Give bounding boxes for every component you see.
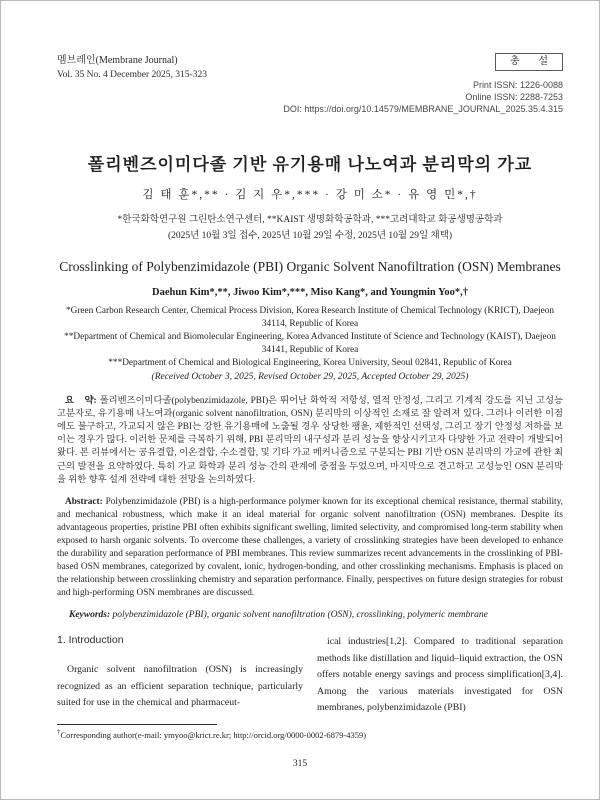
affiliation-korea-university: ***Department of Chemical and Biological Engineering, Korea University, Seoul 02841, Republic of Korea <box>108 357 512 368</box>
left-column-paragraph: Organic solvent nanofiltration (OSN) is increasingly recognized as an efficient separation technique, particularly suited for use in the chemical and pharmaceut- <box>57 664 303 708</box>
body-columns <box>57 634 563 717</box>
journal-header <box>57 53 563 114</box>
affiliation-kaist: **Department of Chemical and Biomolecular Engineering, Korea Advanced Institute of Science and Technology (KAIST), Daejeon 34141, Republic of Korea <box>64 331 556 355</box>
english-abstract <box>57 496 563 600</box>
keywords-label: Keywords: <box>69 610 111 620</box>
korean-abstract <box>57 395 563 487</box>
korean-affiliations: *한국화학연구원 그린탄소연구센터, **KAIST 생명화학공학과, ***고려대학교 화공생명공학과 <box>117 215 503 226</box>
journal-title: 멤브레인(Membrane Journal) <box>57 55 178 66</box>
volume-issue-line: Vol. 35 No. 4 December 2025, 315-323 <box>57 70 207 80</box>
online-issn: Online ISSN: 2288-7253 <box>465 92 563 102</box>
keywords-line <box>57 610 563 620</box>
journal-identity <box>57 53 207 83</box>
footnote-divider <box>57 724 217 725</box>
corresponding-author-footnote <box>57 728 563 740</box>
article-first-page <box>1 1 599 739</box>
english-abstract-text: Polybenzimidazole (PBI) is a high-performance polymer known for its exceptional chemical resistance, thermal stability, and mechanical robustness, which make it an ideal material for organic solvent nanofiltration (OSN) membranes. Despite its advantageous properties, pristine PBI often exhibits significant swelling, limited selectivity, and compromised long-term stability when exposed to harsh organic solvents. To overcome these challenges, a variety of crosslinking strategies have been developed to enhance the durability and separation performance of PBI membranes. This review summarizes recent advancements in the crosslinking of PBI-based OSN membranes, categorized by covalent, ionic, hydrogen-bonding, and other crosslinking mechanisms. Emphasis is placed on the relationship between crosslinking chemistry and separation performance. Finally, perspectives on future design strategies for robust and high-performing OSN membranes are discussed. <box>57 497 563 598</box>
affiliation-krict: *Green Carbon Research Center, Chemical Process Division, Korea Research Institute of Chemical Technology (KRICT), Daejeon 34114, Republic of Korea <box>65 305 555 329</box>
korean-title: 폴리벤즈이미다졸 기반 유기용매 나노여과 분리막의 가교 <box>87 155 533 174</box>
korean-history-dates: (2025년 10월 3일 접수, 2025년 10월 29일 수정, 2025년 10월 29일 채택) <box>167 231 453 242</box>
article-type-badge: 총 설 <box>495 53 563 71</box>
english-affiliations <box>57 305 563 370</box>
left-column <box>57 634 303 717</box>
page-number: 315 <box>292 759 308 769</box>
korean-authors: 김 태 훈*,** · 김 지 우*,*** · 강 미 소* · 유 영 민*,† <box>142 189 478 202</box>
footnote-dagger-mark: † <box>57 727 61 736</box>
english-abstract-label: Abstract: <box>65 497 103 507</box>
right-column-paragraph: ical industries[1,2]. Compared to traditional separation methods like distillation and liquid–liquid extraction, the OSN offers notable energy savings and process simplification[3,4]. Among the various materials investigated for OSN membranes, polybenzimidazole (PBI) <box>317 636 563 713</box>
english-title: Crosslinking of Polybenzimidazole (PBI) Organic Solvent Nanofiltration (OSN) Membranes <box>59 259 561 275</box>
print-issn: Print ISSN: 1226-0088 <box>472 80 563 90</box>
doi-line: DOI: https://doi.org/10.14579/MEMBRANE_JOURNAL_2025.35.4.315 <box>283 104 563 114</box>
english-authors: Daehun Kim*,**, Jiwoo Kim*,***, Miso Kang*, and Youngmin Yoo*,† <box>151 286 468 298</box>
journal-meta <box>283 53 563 114</box>
section-heading-introduction: 1. Introduction <box>57 634 124 646</box>
korean-abstract-label: 요 약: <box>65 395 97 406</box>
keywords-text: polybenzimidazole (PBI), organic solvent nanofiltration (OSN), crosslinking, polymeric membrane <box>112 610 488 620</box>
korean-abstract-text: 폴리벤즈이미다졸(polybenzimidazole, PBI)은 뛰어난 화학적 저항성, 열적 안정성, 그리고 기계적 강도를 지닌 고성능 고분자로, 유기용매 나노여과(organic solvent nanofiltration, OSN) 분리막의 이상적인 소재로 잘 알려져 있다. 그러나 이러한 이점에도 불구하고, 가교되지 않은 PBI는 강한 유기용매에 노출될 경우 상당한 팽윤, 제한적인 선택성, 그리고 장기 안정성 저하를 보이는 경우가 많다. 이러한 문제를 극복하기 위해, PBI 분리막의 내구성과 분리 성능을 향상시키고자 다양한 가교 전략이 개발되어 왔다. 본 리뷰에서는 공유결합, 이온결합, 수소결합, 및 기타 가교 메커니즘으로 구분되는 PBI 기반 OSN 분리막의 가교에 관한 최근의 발전을 요약하였다. 특히 가교 화학과 분리 성능 간의 관계에 중점을 두었으며, 마지막으로 견고하고 고성능인 OSN 분리막을 위한 향후 설계 전략에 대한 전망을 논의하였다. <box>57 395 563 485</box>
received-revised-accepted-line: (Received October 3, 2025, Revised October 29, 2025, Accepted October 29, 2025) <box>151 371 469 382</box>
right-column <box>317 634 563 717</box>
footnote-text: Corresponding author(e-mail: ymyoo@krict.re.kr; http://orcid.org/0000-0002-6879-4359) <box>60 729 367 740</box>
